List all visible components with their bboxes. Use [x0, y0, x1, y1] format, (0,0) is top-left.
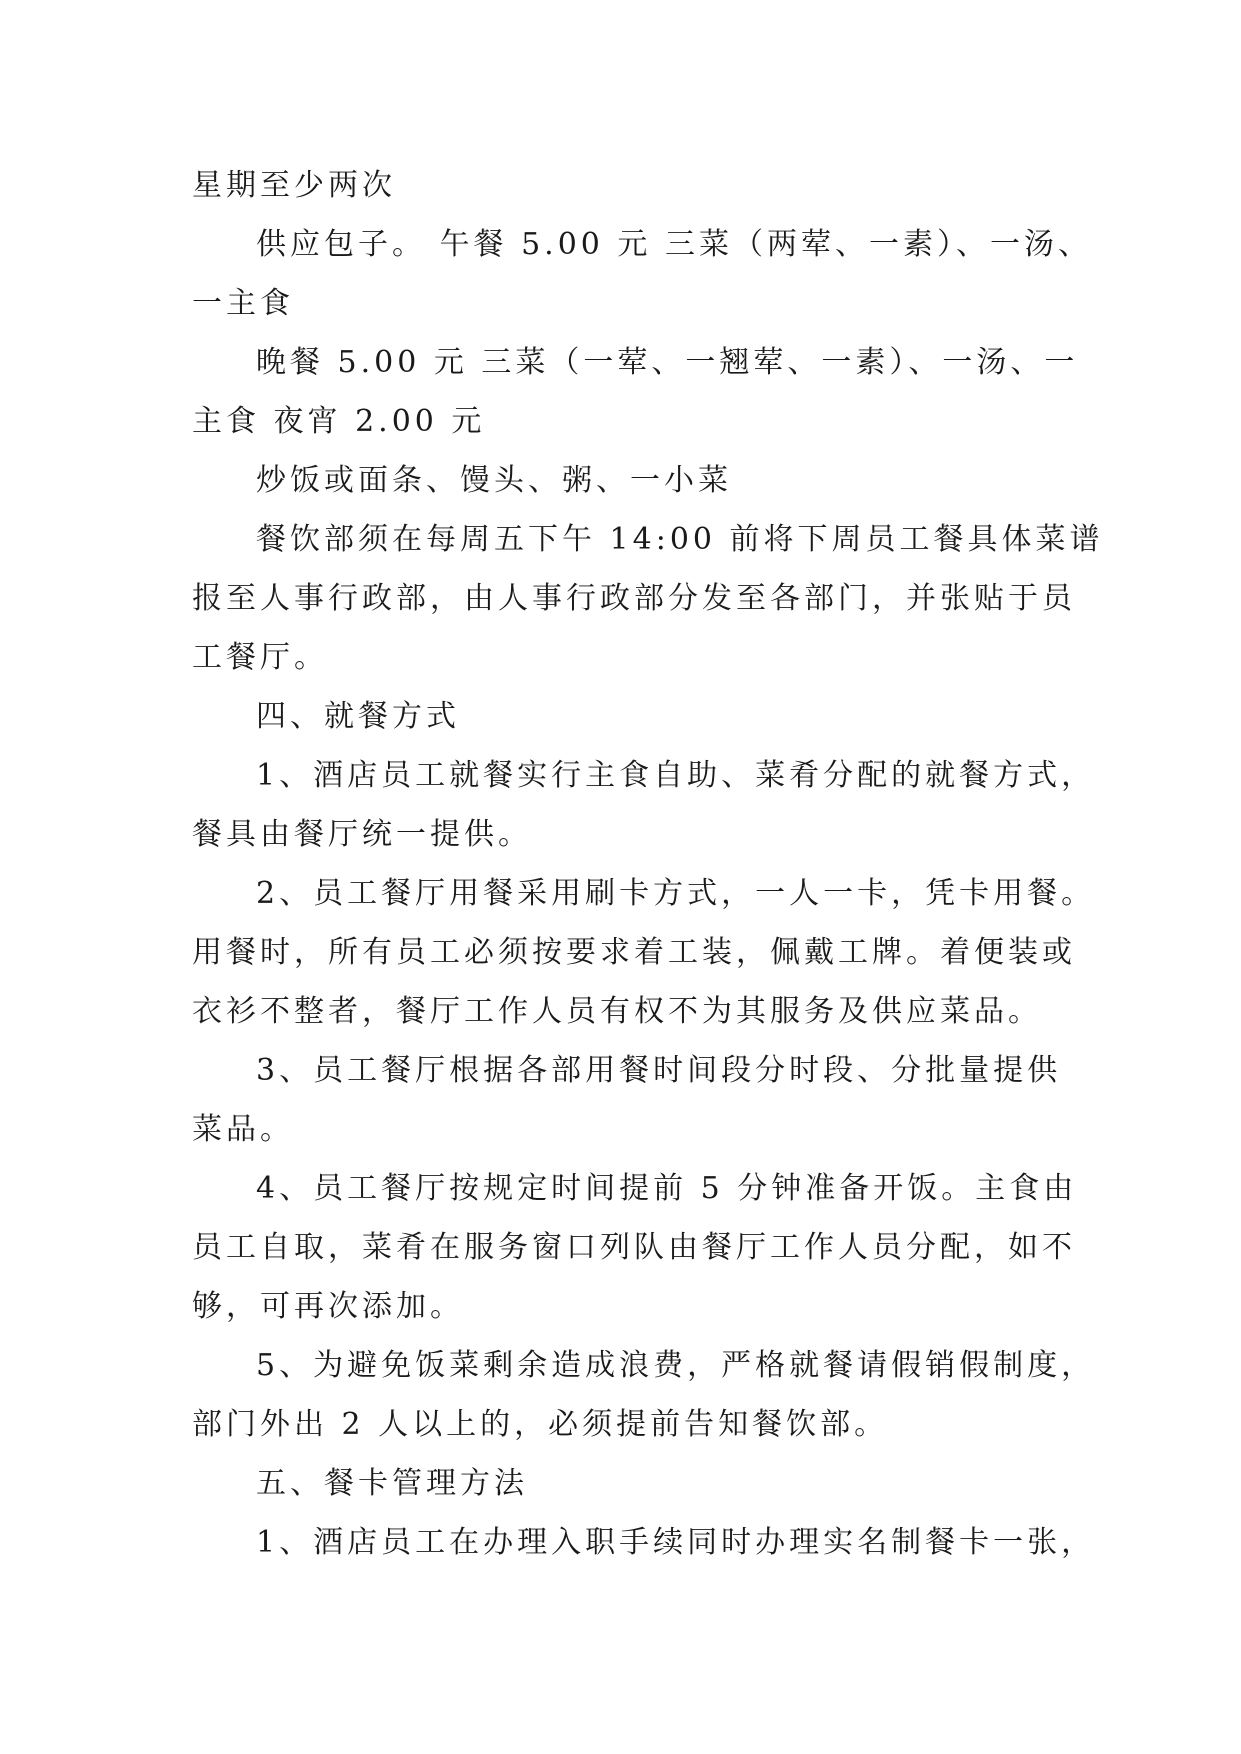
text-line: 主食 夜宵 2.00 元 [192, 404, 486, 439]
text-line: 3、员工餐厅根据各部用餐时间段分时段、分批量提供 [256, 1053, 1062, 1088]
text-line: 5、为避免饭菜剩余造成浪费，严格就餐请假销假制度， [256, 1348, 1096, 1383]
text-line: 1、酒店员工就餐实行主食自助、菜肴分配的就餐方式， [256, 758, 1096, 793]
text-line: 用餐时，所有员工必须按要求着工装，佩戴工牌。着便装或 [192, 935, 1076, 970]
text-line: 4、员工餐厅按规定时间提前 5 分钟准备开饭。主食由 [256, 1171, 1078, 1206]
text-line: 星期至少两次 [192, 168, 396, 203]
document-body [192, 156, 1104, 1572]
text-line: 餐具由餐厅统一提供。 [192, 817, 532, 852]
text-line: 够，可再次添加。 [192, 1289, 464, 1324]
text-line: 一主食 [192, 286, 294, 321]
text-line: 员工自取，菜肴在服务窗口列队由餐厅工作人员分配，如不 [192, 1230, 1076, 1265]
text-line: 1、酒店员工在办理入职手续同时办理实名制餐卡一张， [256, 1525, 1096, 1560]
text-line: 2、员工餐厅用餐采用刷卡方式，一人一卡，凭卡用餐。 [256, 876, 1096, 911]
text-line: 菜品。 [192, 1112, 294, 1147]
text-line: 报至人事行政部，由人事行政部分发至各部门，并张贴于员 [192, 581, 1076, 616]
text-line: 工餐厅。 [192, 640, 328, 675]
text-line: 炒饭或面条、馒头、粥、一小菜 [256, 463, 732, 498]
text-line: 供应包子。 午餐 5.00 元 三菜（两荤、一素）、一汤、 [256, 227, 1092, 262]
section-heading: 四、就餐方式 [256, 699, 460, 734]
text-line: 衣衫不整者，餐厅工作人员有权不为其服务及供应菜品。 [192, 994, 1042, 1029]
text-line: 部门外出 2 人以上的，必须提前告知餐饮部。 [192, 1407, 889, 1442]
text-line: 晚餐 5.00 元 三菜（一荤、一翘荤、一素）、一汤、一 [256, 345, 1079, 380]
text-line: 餐饮部须在每周五下午 14:00 前将下周员工餐具体菜谱 [256, 522, 1104, 557]
section-heading: 五、餐卡管理方法 [256, 1466, 528, 1501]
